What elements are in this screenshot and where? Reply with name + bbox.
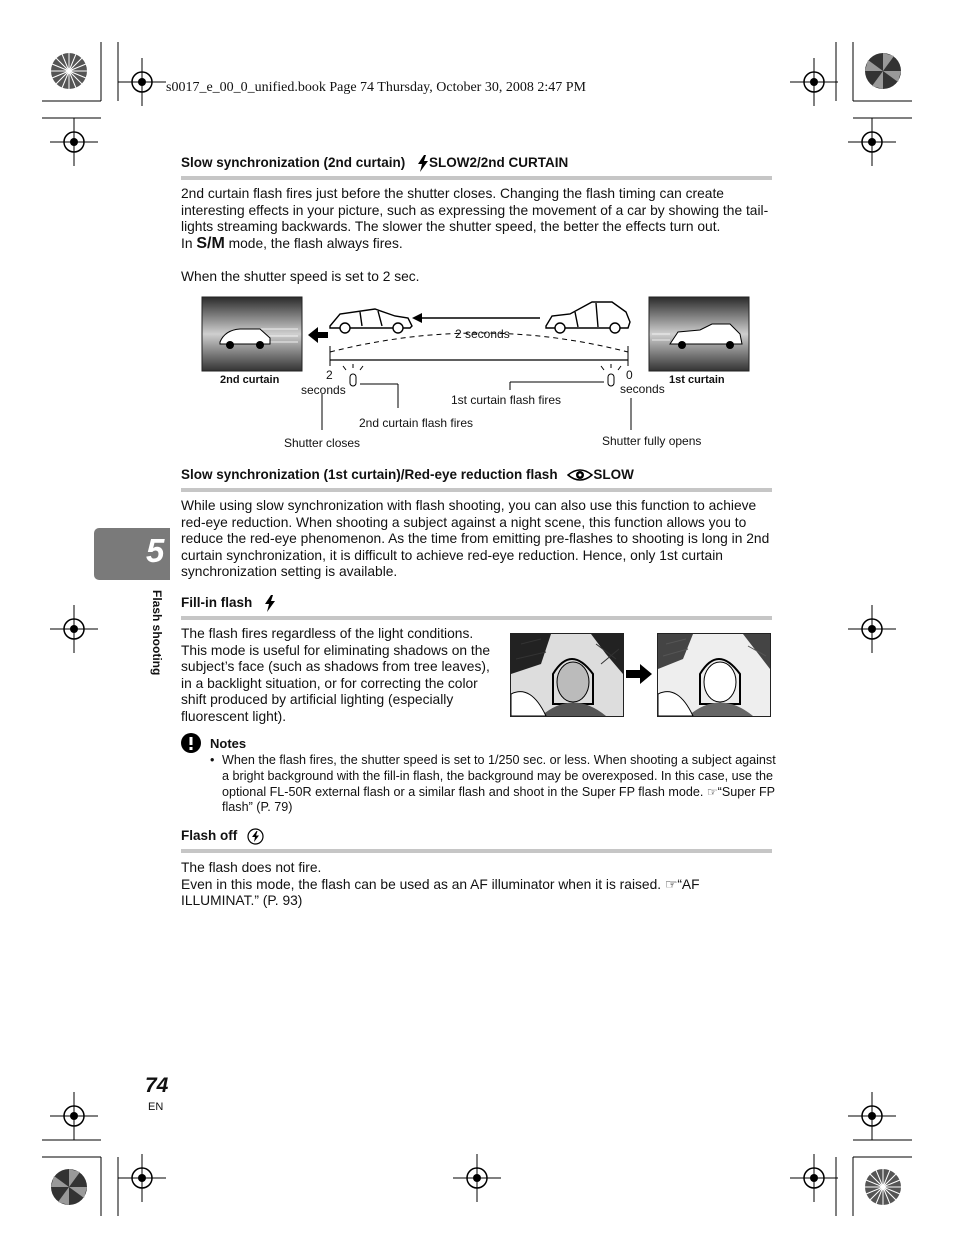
- diagram-2nd-flash: 2nd curtain flash fires: [359, 416, 474, 430]
- color-target-icon: [50, 1168, 88, 1206]
- body-text: 2nd curtain flash fires just before the shutter closes. Changing the flash timing can create interesting effects in your picture, such as expressing the movement of a car by showing the tail-lights streaming backwards. The slower the shutter speed, the better the effects turn out.: [181, 186, 769, 235]
- registration-mark-icon: [453, 1154, 501, 1202]
- body-text: The flash does not fire.: [181, 860, 322, 875]
- registration-mark-icon: [50, 118, 98, 166]
- notes-list: [210, 753, 776, 816]
- diagram-intro: When the shutter speed is set to 2 sec.: [181, 269, 420, 284]
- section-title-flash-off: [181, 828, 264, 845]
- body-text: Even in this mode, the flash can be used as an AF illuminator when it is raised. ☞“AF ILLUMINAT.” (P. 93): [181, 876, 700, 909]
- notes-ref: “Super FP flash” (P. 79): [222, 784, 775, 815]
- car-left-icon: [330, 309, 412, 333]
- registration-mark-icon: [790, 58, 838, 106]
- notes-alert-icon: [181, 733, 201, 753]
- section-rule: [181, 616, 772, 620]
- diagram-2nd-curtain-label: 2nd curtain: [220, 374, 280, 386]
- arrow-right-icon: [626, 664, 652, 684]
- color-target-icon: [864, 1168, 902, 1206]
- section-title-text: Fill-in flash: [181, 595, 253, 611]
- notes-item: [210, 753, 776, 816]
- reference-hand-icon: ☞: [706, 784, 718, 799]
- diagram-two-seconds: 2 seconds: [455, 327, 510, 341]
- notes-title: Notes: [210, 736, 247, 751]
- section-body-fill-in: The flash fires regardless of the light conditions. This mode is useful for eliminating shadows on the subject’s face (such as shadows from tree leaves), in a backlight situation, or for correcting the color shift produced by artificial lighting (especially fluorescent light).: [181, 626, 491, 724]
- registration-mark-icon: [848, 1092, 896, 1140]
- flash-off-ref: “AF ILLUMINAT.” (P. 93): [181, 876, 700, 909]
- section-title-text: Flash off: [181, 828, 238, 844]
- flash-icon: [264, 595, 276, 612]
- red-eye-icon: [567, 467, 593, 483]
- photo-without-flash: [510, 633, 624, 717]
- section-title-slow2: [181, 155, 568, 172]
- flash-bulb-icon: [601, 364, 621, 386]
- photo-with-flash: [657, 633, 771, 717]
- registration-mark-icon: [50, 1092, 98, 1140]
- diagram-left-num: 2: [326, 368, 333, 382]
- diagram-shutter-opens: Shutter fully opens: [602, 434, 702, 448]
- notes-bullet: •: [210, 753, 215, 767]
- notes-item-text: When the flash fires, the shutter speed is set to 1/250 sec. or less. When shooting a subject against a bright background with the fill-in flash, the background may be overexposed. In this case, use the optional FL-50R external flash or a similar flash and shoot in the Super FP flash mode. ☞“Super FP flash” (P. 79): [222, 753, 776, 815]
- registration-mark-icon: [790, 1154, 838, 1202]
- chapter-number: 5: [146, 532, 165, 569]
- color-target-icon: [50, 52, 88, 90]
- diagram-1st-curtain-label: 1st curtain: [669, 374, 725, 386]
- registration-mark-icon: [848, 605, 896, 653]
- section-title-text: Slow synchronization (2nd curtain): [181, 155, 406, 171]
- registration-mark-icon: [118, 58, 166, 106]
- section-rule: [181, 176, 772, 180]
- diagram-shutter-closes: Shutter closes: [284, 436, 361, 450]
- reference-hand-icon: ☞: [664, 876, 678, 892]
- section-title-icon-text: SLOW: [593, 467, 634, 482]
- page-number: 74: [145, 1074, 169, 1097]
- chapter-label: Flash shooting: [150, 590, 164, 676]
- color-target-icon: [864, 52, 902, 90]
- section-title-text: Slow synchronization (1st curtain)/Red-eye reduction flash: [181, 467, 558, 482]
- registration-mark-icon: [50, 605, 98, 653]
- section-rule: [181, 488, 772, 492]
- registration-mark-icon: [118, 1154, 166, 1202]
- flash-bulb-icon: [343, 364, 363, 386]
- section-title-slow: [181, 467, 634, 483]
- mode-label: S/M: [196, 234, 225, 252]
- section-title-icon-text: SLOW2/2nd CURTAIN: [429, 155, 569, 171]
- section-rule: [181, 849, 772, 853]
- diagram-right-unit: seconds: [620, 382, 665, 396]
- diagram-right-num: 0: [626, 368, 633, 382]
- section-body-slow2: [181, 186, 776, 252]
- car-right-icon: [546, 302, 630, 333]
- diagram-1st-flash: 1st curtain flash fires: [451, 393, 562, 407]
- section-body-slow: While using slow synchronization with flash shooting, you can also use this function to achieve red-eye reduction. When shooting a subject against a night scene, this function allows you to reduce the red-eye phenomenon. As the time from emitting pre-flashes to shooting is long in 2nd curtain synchronization, it is difficult to achieve red-eye reduction. Hence, only 1st curtain synchronization setting is available.: [181, 498, 770, 580]
- flash-off-icon: [247, 828, 264, 845]
- flash-icon: [417, 155, 429, 172]
- print-header: s0017_e_00_0_unified.book Page 74 Thursday, October 30, 2008 2:47 PM: [166, 80, 586, 95]
- diagram-left-unit: seconds: [301, 383, 346, 397]
- section-title-fill-in: [181, 595, 276, 612]
- section-body-flash-off: [181, 860, 776, 910]
- body-text-mode: In S/M mode, the flash always fires.: [181, 234, 403, 252]
- registration-mark-icon: [848, 118, 896, 166]
- language-code: EN: [148, 1101, 164, 1113]
